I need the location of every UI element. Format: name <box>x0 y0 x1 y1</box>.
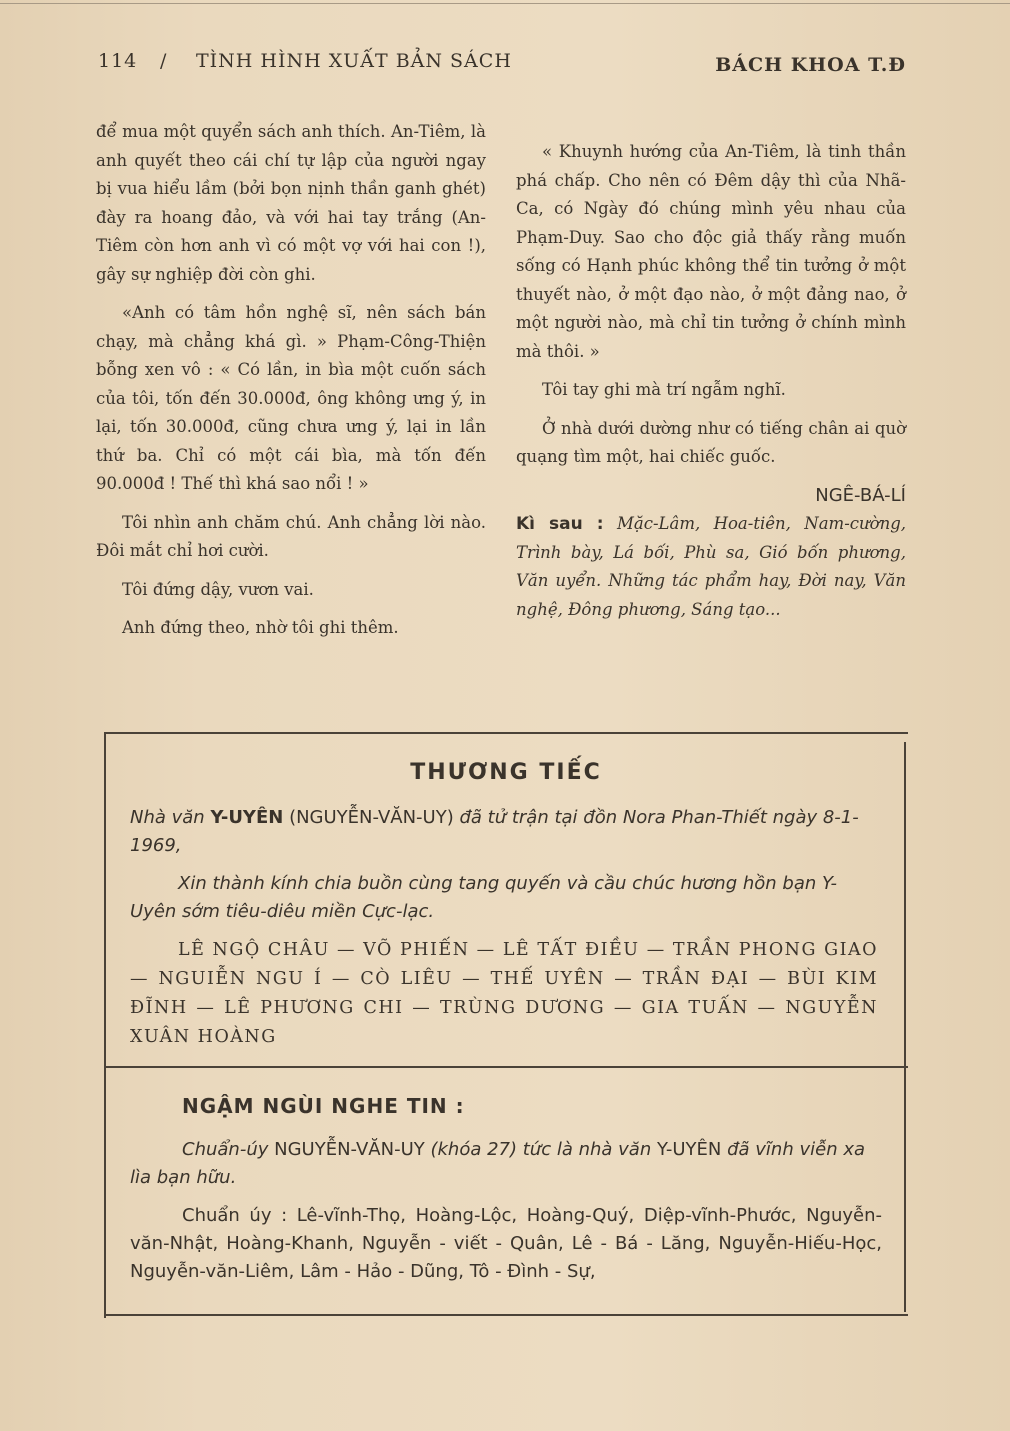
right-column <box>516 138 906 634</box>
page-number: 114 <box>98 50 138 72</box>
cadet-real-name: NGUYỄN-VĂN-UY <box>274 1139 425 1160</box>
writer-real-name: (NGUYỄN-VĂN-UY) <box>289 807 454 828</box>
next-issue-list: Mặc-Lâm, Hoa-tiên, Nam-cường, Trình bày, Lá bối, Phù sa, Gió bốn phương, Văn uyển. Những tác phẩm hay, Đời nay, Văn nghệ, Đông phương, Sáng tạo... <box>516 514 907 619</box>
obituary-announcement <box>130 804 878 860</box>
cadets-list: Chuẩn úy : Lê-vĩnh-Thọ, Hoàng-Lộc, Hoàng-Quý, Diệp-vĩnh-Phước, Nguyễn-văn-Nhật, Hoàng-Khanh, Nguyễn - viết - Quân, Lê - Bá - Lăng, Nguyễn-Hiếu-Học, Nguyễn-văn-Liêm, Lâm - Hảo - Dũng, Tô - Đình - Sự, <box>130 1205 882 1282</box>
obituary-box <box>104 732 908 1318</box>
magazine-title: BÁCH KHOA T.Đ <box>715 54 906 76</box>
left-paragraph-1: để mua một quyển sách anh thích. An-Tiêm, là anh quyết theo cái chí tự lập của người ngay bị vua hiểu lầm (bởi bọn nịnh thần ganh ghét) đày ra hoang đảo, và với hai tay trắng (An-Tiêm còn hơn anh vì có một vợ với hai con !), gây sự nghiệp đời còn ghi. <box>96 122 486 284</box>
box-bottom-rule <box>104 1314 908 1316</box>
cadet-pen-name: Y-UYÊN <box>656 1139 722 1160</box>
rank-text: Chuẩn-úy <box>182 1139 269 1160</box>
left-column <box>96 118 486 653</box>
section-title: TÌNH HÌNH XUẤT BẢN SÁCH <box>196 50 512 72</box>
author-signature: NGÊ-BÁ-LÍ <box>815 484 906 506</box>
writer-pen-name: Y-UYÊN <box>210 807 284 828</box>
obituary-body <box>130 804 878 1062</box>
left-paragraph-5: Anh đứng theo, nhờ tôi ghi thêm. <box>122 618 399 637</box>
left-paragraph-3: Tôi nhìn anh chăm chú. Anh chẳng lời nào. Đôi mắt chỉ hơi cười. <box>96 512 486 560</box>
box-right-rule <box>904 742 906 1312</box>
header-separator: / <box>160 50 167 72</box>
obituary-text-a: Nhà văn <box>130 807 205 828</box>
farewell-text: đã vĩnh viễn xa lìa bạn hữu. <box>130 1139 866 1188</box>
left-paragraph-4: Tôi đứng dậy, vươn vai. <box>122 579 314 599</box>
next-issue-note <box>516 510 906 624</box>
page-header <box>98 50 906 80</box>
obituary-text-b: đã tử trận tại đồn Nora Phan-Thiết ngày 8-1-1969, <box>130 807 859 856</box>
second-notice-announcement <box>130 1136 882 1192</box>
box-left-rule <box>104 732 106 1318</box>
box-middle-rule <box>104 1066 908 1068</box>
obituary-title: THƯƠNG TIẾC <box>410 760 602 785</box>
right-paragraph-1: « Khuynh hướng của An-Tiêm, là tinh thần phá chấp. Cho nên có Đêm dậy thì của Nhã-Ca, có Ngày đó chúng mình yêu nhau của Phạm-Duy. Sao cho độc giả thấy rằng muốn sống có Hạnh phúc không thể tin tưởng ở một thuyết nào, ở một đạo nào, ở một đảng nao, ở một người nào, mà chỉ tin tưởng ở chính mình mà thôi. » <box>516 142 906 361</box>
second-notice-title: NGẬM NGÙI NGHE TIN : <box>182 1094 465 1118</box>
signers-list: LÊ NGỘ CHÂU — VÕ PHIẾN — LÊ TẤT ĐIỀU — TRẦN PHONG GIAO — NGUIỄN NGU Í — CÒ LIÊU — THẾ UYÊN — TRẦN ĐẠI — BÙI KIM ĐĨNH — LÊ PHƯƠNG CHI — TRÙNG DƯƠNG — GIA TUẤN — NGUYỄN XUÂN HOÀNG <box>130 940 878 1047</box>
second-notice-body <box>130 1136 882 1296</box>
right-paragraph-3: Ở nhà dưới dường như có tiếng chân ai quờ quạng tìm một, hai chiếc guốc. <box>516 418 906 466</box>
right-paragraph-2: Tôi tay ghi mà trí ngẫm nghĩ. <box>542 380 786 399</box>
next-issue-label: Kì sau : <box>516 514 604 534</box>
class-text: (khóa 27) tức là nhà văn <box>430 1139 652 1160</box>
left-paragraph-2: «Anh có tâm hồn nghệ sĩ, nên sách bán chạy, mà chẳng khá gì. » Phạm-Công-Thiện bỗng xen vô : « Có lần, in bìa một cuốn sách của tôi, tốn đến 30.000đ, ông không ưng ý, in lại, tốn 30.000đ, cũng chưa ưng ý, lại in lần thứ ba. Chỉ có một cái bìa, mà tốn đến 90.000đ ! Thế thì khá sao nổi ! » <box>96 303 486 493</box>
scan-edge-line <box>0 3 1010 4</box>
condolence-message: Xin thành kính chia buồn cùng tang quyến và cầu chúc hương hồn bạn Y-Uyên sớm tiêu-diêu miền Cực-lạc. <box>130 873 838 922</box>
box-top-rule <box>104 732 908 734</box>
